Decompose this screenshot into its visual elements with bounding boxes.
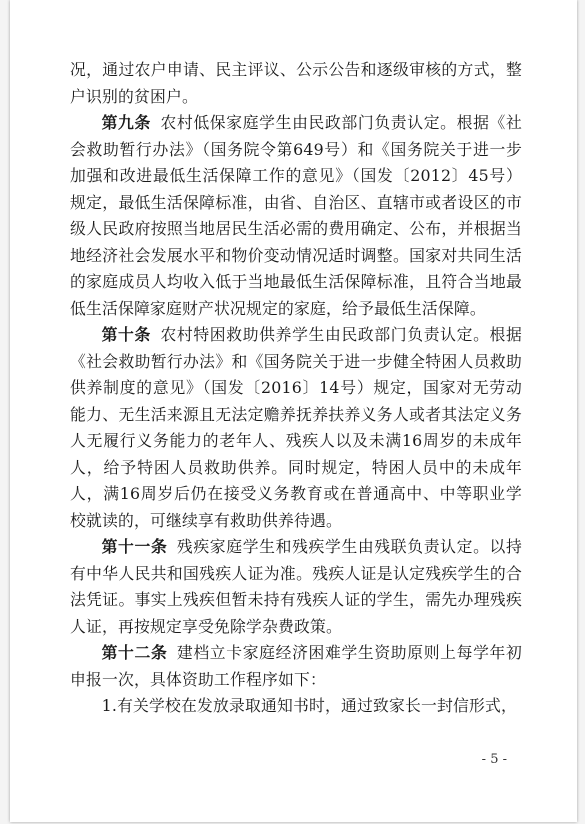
- article-heading: 第九条: [101, 113, 151, 132]
- document-page: [10, 0, 577, 822]
- article-heading: 第十条: [101, 325, 151, 344]
- paragraph-text: 农村低保家庭学生由民政部门负责认定。根据《社会救助暂行办法》（国务院令第649号）和《国务院关于进一步加强和改进最低生活保障工作的意见》（国发〔2012〕45号）规定，最低生活保障标准，由省、自治区、直辖市或者设区的市级人民政府按照当地居民生活必需的费用确定、公布，并根据当地经济社会发展水平和物价变动情况适时调整。国家对共同生活的家庭成员人均收入低于当地最低生活保障标准，且符合当地最低生活保障家庭财产状况规定的家庭，给予最低生活保障。: [70, 113, 522, 318]
- paragraph-list-item-1: [70, 693, 522, 720]
- paragraph-text: 农村特困救助供养学生由民政部门负责认定。根据《社会救助暂行办法》和《国务院关于进一步健全特困人员救助供养制度的意见》（国发〔2016〕14号）规定，国家对无劳动能力、无生活来源且无法定赡养抚养扶养义务人或者其法定义务人无履行义务能力的老年人、残疾人以及未满16周岁的未成年人，给予特困人员救助供养。同时规定，特困人员中的未成年人，满16周岁后仍在接受义务教育或在普通高中、中等职业学校就读的，可继续享有救助供养待遇。: [70, 325, 522, 530]
- paragraph-text: 建档立卡家庭经济困难学生资助原则上每学年初申报一次，具体资助工作程序如下：: [70, 643, 522, 689]
- document-body: [70, 57, 522, 720]
- paragraph-text: 残疾家庭学生和残疾学生由残联负责认定。以持有中华人民共和国残疾人证为准。残疾人证是认定残疾学生的合法凭证。事实上残疾但暂未持有残疾人证的学生，需先办理残疾人证，再按规定享受免除学杂费政策。: [70, 537, 522, 636]
- paragraph-article-12: [70, 640, 522, 693]
- paragraph-article-11: [70, 534, 522, 640]
- paragraph-text: 况，通过农户申请、民主评议、公示公告和逐级审核的方式，整户识别的贫困户。: [70, 60, 522, 106]
- paragraph-continuation: [70, 57, 522, 110]
- article-heading: 第十一条: [101, 537, 168, 556]
- paragraph-article-10: [70, 322, 522, 534]
- paragraph-article-9: [70, 110, 522, 322]
- article-heading: 第十二条: [101, 643, 168, 662]
- page-number: - 5 -: [481, 752, 507, 767]
- paragraph-text: 1.有关学校在发放录取通知书时，通过致家长一封信形式，: [101, 696, 517, 715]
